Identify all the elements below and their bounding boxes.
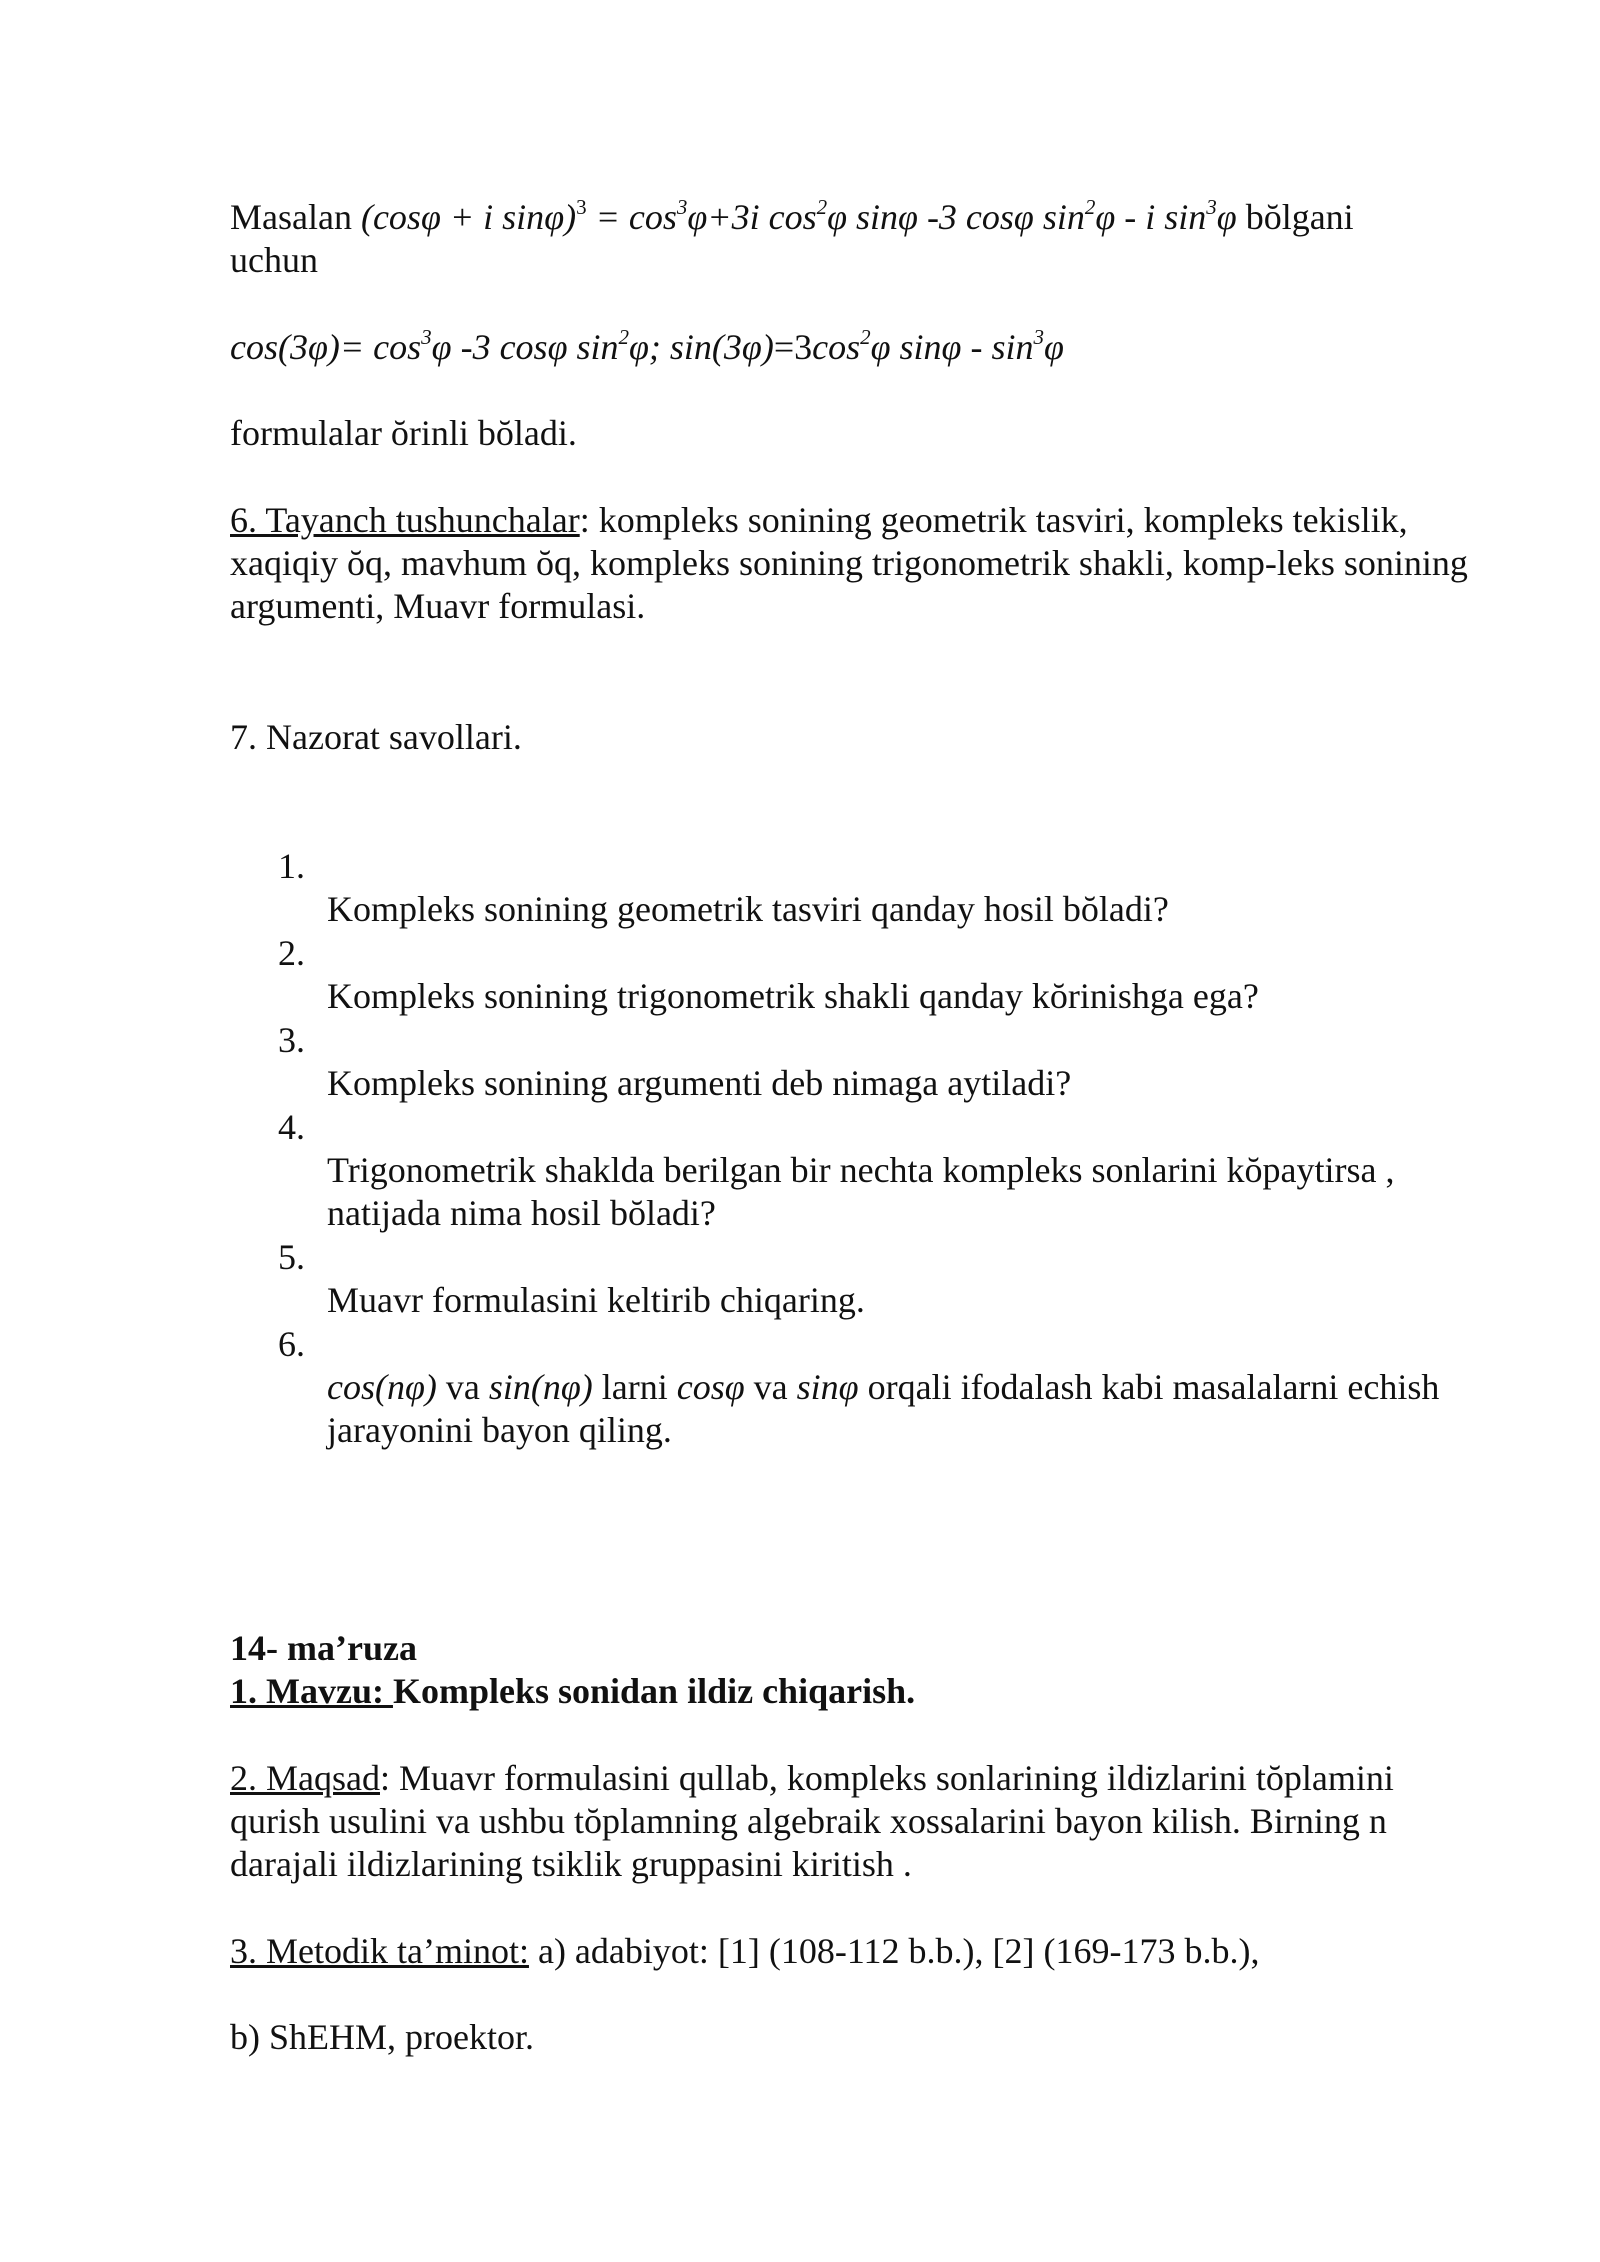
control-questions-heading: 7. Nazorat savollari. [230,717,522,757]
question-text: Kompleks sonining geometrik tasviri qanday hosil bŏladi? [327,889,1169,929]
question-number: 5. [278,1237,305,1277]
goal-text: : Muavr formulasini qullab, kompleks sonlarining ildizlarini tŏplamini qurish usulini va ushbu tŏplamning algebraik xossalarini bayon kilish. Birning n darajali ildizlarining tsiklik gruppasini kiritish . [230,1758,1394,1884]
q6-larni: larni [592,1367,677,1407]
question-text: Kompleks sonining argumenti deb nimaga aytiladi? [327,1063,1072,1103]
lecture-topic-line [230,1670,1480,1713]
method-label: 3. Metodik ta’minot: [230,1931,529,1971]
topic-label: 1. Mavzu: [230,1671,393,1711]
key-concepts-heading: 6. Tayanch tushunchalar [230,500,580,540]
conclusion-line: formulalar ŏrinli bŏladi. [230,413,577,453]
example-tail-1: bŏlgani [1245,197,1354,237]
lecture-goal-paragraph [230,1757,1480,1886]
identities-line: $\cos(3\varphi)= \cos^3\varphi$ -3 cosφ $\sin^2\varphi$; $\sin(3\varphi)=3\cos^2\varphi$ sinφ - $\sin^3\varphi$ [230,325,1064,367]
q6-rest: orqali ifodalash kabi masalalarni echish jarayonini bayon qiling. [327,1367,1440,1450]
question-text: Kompleks sonining trigonometrik shakli qanday kŏrinishga ega? [327,976,1259,1016]
question-text: Trigonometrik shaklda berilgan bir nechta kompleks sonlarini kŏpaytirsa , natijada nima hosil bŏladi? [327,1150,1395,1233]
key-concepts-text: : kompleks sonining geometrik tasviri, kompleks tekislik, xaqiqiy ŏq, mavhum ŏq, kompleks sonining trigonometrik shakli, komp-leks sonining argumenti, Muavr formulasi. [230,500,1468,626]
example-paragraph: Masalan (cosφ + i $\sin\varphi)^3 = \cos^3\varphi+3i$ $\cos^2\varphi$ sinφ -3 cosφ $\sin^2\varphi$ - i $\sin^3\varphi$ bŏlgani uchun [230,195,1354,280]
goal-label: 2. Maqsad [230,1758,380,1798]
method-text: a) adabiyot: [1] (108-112 b.b.), [2] (169-173 b.b.), [528,1931,1260,1971]
q6-sin: sinφ [796,1367,859,1407]
key-concepts-paragraph [230,499,1480,628]
topic-text: Kompleks sonidan ildiz chiqarish. [392,1671,916,1711]
q6-sin-n: sin(nφ) [488,1367,593,1407]
question-text: Muavr formulasini keltirib chiqaring. [327,1280,865,1320]
example-tail-2: uchun [230,240,318,280]
question-number: 2. [278,933,305,973]
question-number: 3. [278,1020,305,1060]
question-number: 4. [278,1107,305,1147]
question-text [327,1366,1477,1452]
example-word: Masalan [230,197,352,237]
lecture-method-line [230,1930,1480,1973]
question-number: 6. [278,1324,305,1364]
q6-cos-n: cos(nφ) [327,1367,437,1407]
lecture-method-b-line: b) ShEHM, proektor. [230,2017,534,2057]
lecture-number: 14- ma’ruza [230,1628,417,1668]
q6-cos: cosφ [676,1367,745,1407]
q6-va-2: va [744,1367,797,1407]
q6-va-1: va [436,1367,489,1407]
question-number: 1. [278,846,305,886]
